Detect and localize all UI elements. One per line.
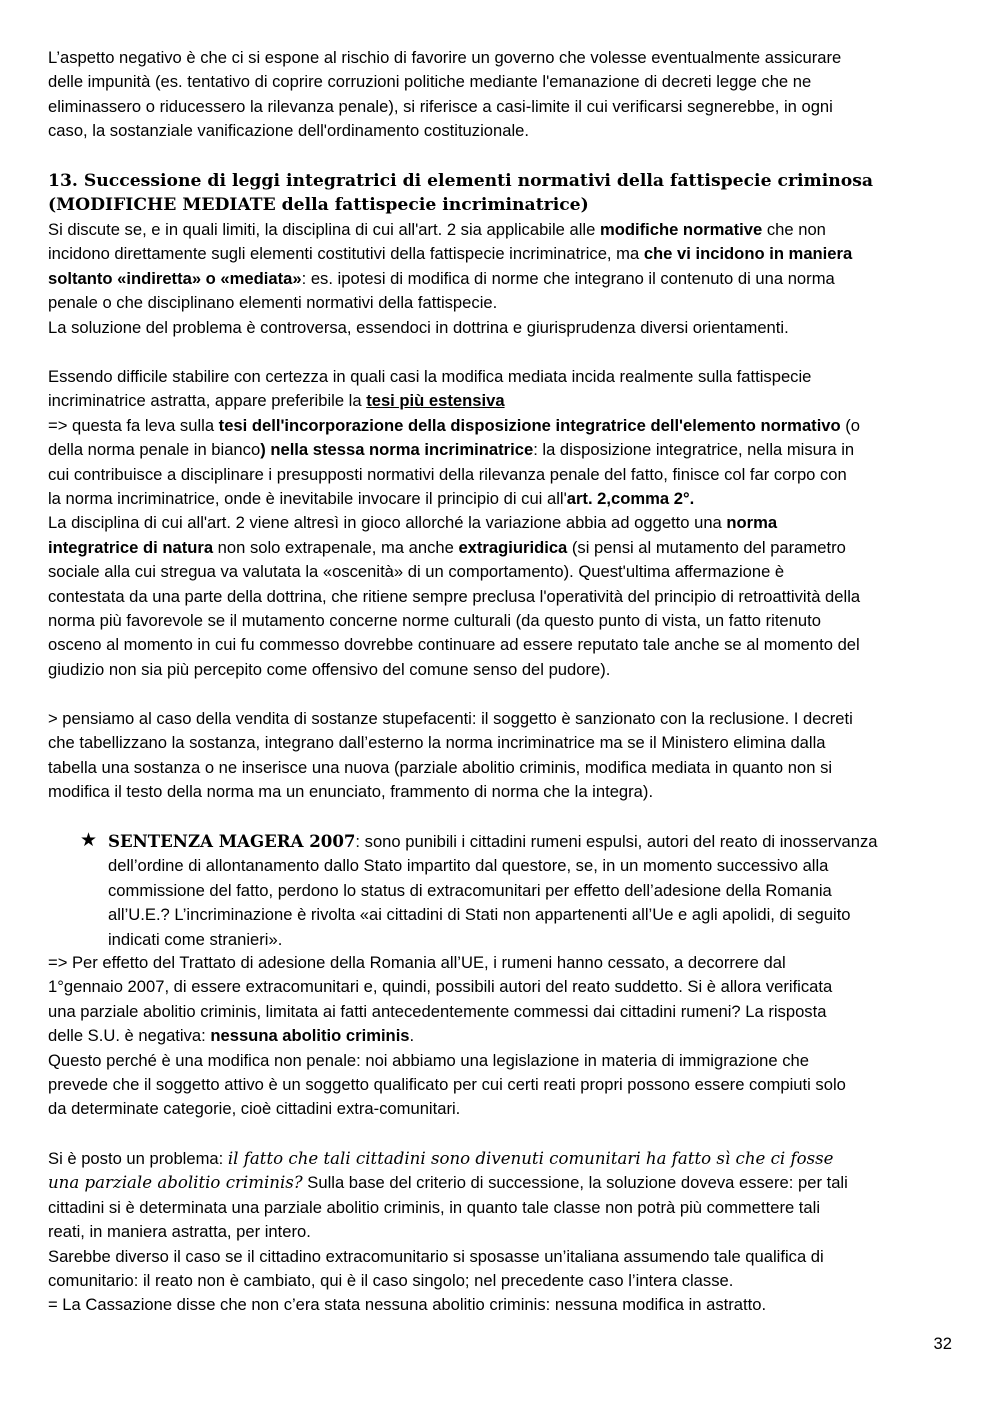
text-line: delle impunità (es. tentativo di coprire corruzioni politiche mediante l'emanazione di decreti legge che ne xyxy=(48,72,812,92)
text-line: cittadini si è determinata una parziale abolitio criminis, in quanto tale classe non potrà più commettere tali xyxy=(48,1197,821,1217)
text-line: integratrice di natura non solo extrapenale, ma anche extragiuridica (si pensi al mutamento del parametro xyxy=(48,537,846,557)
text-line: sociale alla cui stregua va valutata la «oscenità» di un comportamento). Quest'ultima affermazione è xyxy=(48,562,785,582)
page-number: 32 xyxy=(933,1334,952,1353)
text-line: osceno al momento in cui fu commesso dovrebbe continuare ad essere reputato tale anche se al momento del xyxy=(48,635,860,655)
text-line: Si discute se, e in quali limiti, la disciplina di cui all'art. 2 sia applicabile alle modifiche normative che non xyxy=(48,220,826,239)
text-line: indicati come stranieri». xyxy=(108,929,283,949)
text-line: penale o che disciplinano elementi normativi della fattispecie. xyxy=(48,293,498,313)
text-line: Essendo difficile stabilire con certezza in quali casi la modifica mediata incida realmente sulla fattispecie xyxy=(48,367,812,386)
text-line: caso, la sostanziale vanificazione dell'ordinamento costituzionale. xyxy=(48,121,529,141)
text-line: eliminassero o riducessero la rilevanza penale), si riferisce a casi-limite il cui verificarsi segnerebbe, in ogni xyxy=(48,96,833,116)
text-line: una parziale abolitio criminis? Sulla base del criterio di successione, la soluzione doveva essere: per tali xyxy=(48,1173,848,1193)
paragraph-tesi-estensiva xyxy=(48,365,956,682)
text-line: La disciplina di cui all'art. 2 viene altresì in gioco allorché la variazione abbia ad oggetto una norma xyxy=(48,513,778,533)
star-bullet-icon: ★ xyxy=(80,830,98,851)
text-line: 1°gennaio 2007, di essere extracomunitari e, quindi, possibili autori del reato suddetto. Si è allora verificata xyxy=(48,977,833,997)
text-line: Questo perché è una modifica non penale: noi abbiamo una legislazione in materia di immigrazione che xyxy=(48,1050,810,1070)
text-line: contestata da una parte della dottrina, che ritiene sempre preclusa l'operatività del principio di retroattività della xyxy=(48,586,861,606)
text-line: Si è posto un problema: il fatto che tali cittadini sono divenuti comunitari ha fatto sì che ci fosse xyxy=(48,1149,834,1168)
paragraph-trattato-adesione xyxy=(48,951,956,1122)
text-line: => Per effetto del Trattato di adesione della Romania all’UE, i rumeni hanno cessato, a decorrere dal xyxy=(48,953,786,972)
text-line: prevede che il soggetto attivo è un soggetto qualificato per cui certi reati propri possono essere compiuti solo xyxy=(48,1075,846,1095)
paragraph-problema xyxy=(48,1147,956,1318)
text-line: Sarebbe diverso il caso se il cittadino extracomunitario si sposasse un’italiana assumendo tale qualifica di xyxy=(48,1246,824,1266)
heading-line: 13. Successione di leggi integratrici di elementi normativi della fattispecie criminosa xyxy=(48,171,874,191)
text-line: all’U.E.? L’incriminazione è rivolta «ai cittadini di Stati non appartenenti all’Ue e agli apolidi, di seguito xyxy=(108,905,851,925)
paragraph-modifiche-mediate xyxy=(48,218,956,340)
text-line: SENTENZA MAGERA 2007: sono punibili i cittadini rumeni espulsi, autori del reato di inosservanza xyxy=(108,831,878,851)
text-line: incriminatrice astratta, appare preferibile la tesi più estensiva xyxy=(48,391,505,411)
text-line: soltanto «indiretta» o «mediata»: es. ipotesi di modifica di norme che integrano il contenuto di una norma xyxy=(48,268,835,288)
text-line: tabella una sostanza o ne inserisce una nuova (parziale abolitio criminis, modifica mediata in quanto non si xyxy=(48,757,833,777)
bullet-sentenza-magera xyxy=(108,829,956,952)
text-line: da determinate categorie, cioè cittadini extra-comunitari. xyxy=(48,1099,461,1119)
text-line: che tabellizzano la sostanza, integrano dall’esterno la norma incriminatrice ma se il Ministero elimina dalla xyxy=(48,733,826,753)
text-line: L’aspetto negativo è che ci si espone al rischio di favorire un governo che volesse eventualmente assicurare xyxy=(48,48,842,67)
text-line: la norma incriminatrice, onde è inevitabile invocare il principio di cui all'art. 2,comma 2°. xyxy=(48,489,695,509)
text-line: comunitario: il reato non è cambiato, qui è il caso singolo; nel precedente caso l’intera classe. xyxy=(48,1271,734,1291)
text-line: norma più favorevole se il mutamento concerne norme culturali (da questo punto di vista, un fatto ritenuto xyxy=(48,611,821,631)
text-line: dell’ordine di allontanamento dallo Stato impartito dal questore, se, in un momento successivo alla xyxy=(108,856,829,876)
text-line: commissione del fatto, perdono lo status di extracomunitari per effetto dell’adesione della Romania xyxy=(108,880,832,900)
sentenza-title: SENTENZA MAGERA 2007 xyxy=(108,831,356,851)
heading-line: (MODIFICHE MEDIATE della fattispecie incriminatrice) xyxy=(48,195,589,216)
text-line: = La Cassazione disse che non c’era stata nessuna abolitio criminis: nessuna modifica in astratto. xyxy=(48,1295,767,1315)
text-line: => questa fa leva sulla tesi dell'incorporazione della disposizione integratrice dell'elemento normativo (o xyxy=(48,415,861,435)
text-line: della norma penale in bianco) nella stessa norma incriminatrice: la disposizione integratrice, nella misura in xyxy=(48,440,855,460)
paragraph-stupefacenti xyxy=(48,707,956,805)
text-line: delle S.U. è negativa: nessuna abolitio criminis. xyxy=(48,1026,415,1046)
section-heading xyxy=(48,169,956,218)
text-line: cui contribuisce a disciplinare i presupposti normativi della rilevanza penale del fatto, finisce col far corpo con xyxy=(48,464,847,484)
text-line: modifica il testo della norma ma un enunciato, frammento di norma che la integra). xyxy=(48,782,654,802)
text-line: incidono direttamente sugli elementi costitutivi della fattispecie incriminatrice, ma che vi incidono in maniera xyxy=(48,244,853,264)
text-line: una parziale abolitio criminis, limitata ai fatti antecedentemente commessi dai cittadini rumeni? La risposta xyxy=(48,1001,827,1021)
text-line: giudizio non sia più percepito come offensivo del comune senso del pudore). xyxy=(48,659,611,679)
text-line: La soluzione del problema è controversa, essendoci in dottrina e giurisprudenza diversi orientamenti. xyxy=(48,317,789,337)
paragraph-aspetto-negativo xyxy=(48,46,956,144)
text-line: > pensiamo al caso della vendita di sostanze stupefacenti: il soggetto è sanzionato con la reclusione. I decreti xyxy=(48,709,853,728)
text-line: reati, in maniera astratta, per intero. xyxy=(48,1222,311,1242)
